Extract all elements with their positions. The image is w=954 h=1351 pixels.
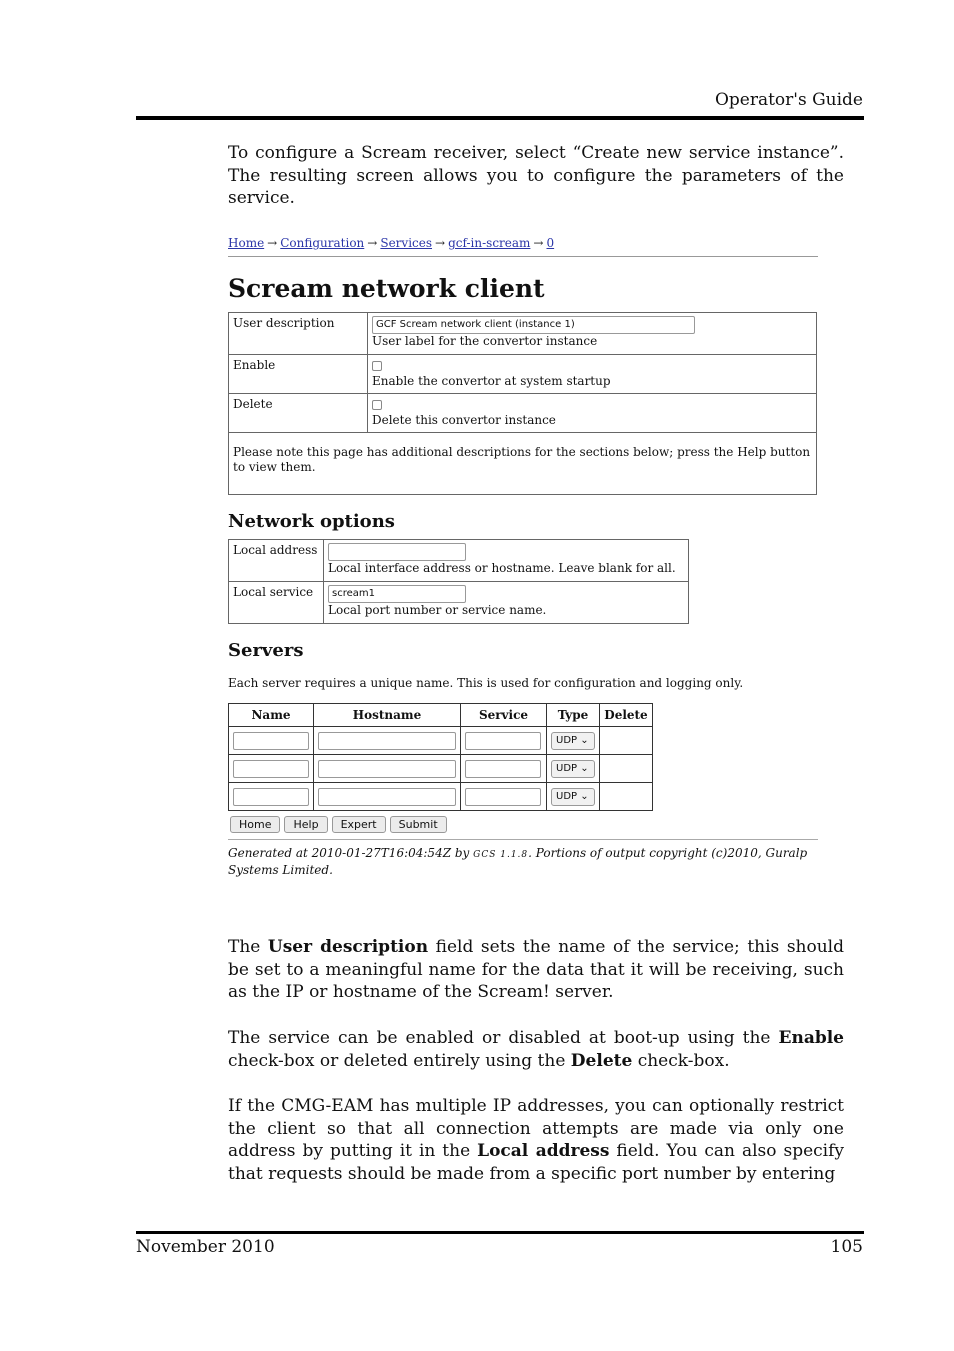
user-description-paragraph: [228, 936, 844, 1004]
enable-label: Enable: [229, 355, 368, 394]
expert-button[interactable]: Expert: [332, 816, 386, 833]
breadcrumb-services-link[interactable]: Services: [380, 236, 433, 250]
server-type-value: UDP: [556, 790, 578, 802]
enable-cell: [368, 355, 817, 394]
paragraph-text: The service can be enabled or disabled at boot-up using the: [228, 1028, 779, 1048]
running-header: Operator's Guide: [714, 90, 863, 110]
emphasis-user-description: User description: [267, 937, 429, 957]
table-row: [229, 727, 653, 755]
paragraph-text: The: [228, 937, 268, 957]
paragraph-text: check-box or deleted entirely using the: [228, 1050, 571, 1071]
column-header-service: Service: [461, 704, 547, 727]
server-type-select[interactable]: [551, 760, 595, 778]
generated-product: GCS 1.1.8: [473, 850, 529, 860]
embedded-screenshot: [228, 230, 818, 878]
paragraph-text: If the CMG-EAM has multiple IP addresses, you can optionally restrict the client so that all connection attempts are made via only one address by putting it in the: [228, 1096, 844, 1162]
delete-label: Delete: [229, 394, 368, 433]
servers-heading: Servers: [228, 640, 304, 661]
help-note: Please note this page has additional descriptions for the sections below; press the Help button to view them.: [229, 433, 817, 495]
local-address-paragraph: [228, 1095, 844, 1185]
user-description-help: User label for the convertor instance: [372, 334, 598, 348]
server-name-input[interactable]: [233, 760, 309, 778]
column-header-delete: Delete: [600, 704, 653, 727]
table-row: [229, 783, 653, 811]
server-service-input[interactable]: [465, 788, 541, 806]
breadcrumb-arrow-icon: →: [435, 236, 446, 250]
column-header-hostname: Hostname: [314, 704, 461, 727]
local-address-help: Local interface address or hostname. Leave blank for all.: [328, 561, 676, 575]
table-row: [229, 755, 653, 783]
generated-prefix: Generated at 2010-01-27T16:04:54Z by: [228, 846, 474, 860]
server-hostname-input[interactable]: [318, 788, 456, 806]
paragraph-text: check-box.: [632, 1050, 730, 1071]
local-address-label: Local address: [229, 540, 324, 582]
user-description-cell: [368, 313, 817, 355]
breadcrumb-service-link[interactable]: gcf-in-scream: [448, 236, 531, 250]
column-header-type: Type: [547, 704, 600, 727]
emphasis-enable: Enable: [778, 1028, 844, 1048]
user-description-label: User description: [229, 313, 368, 355]
chevron-down-icon: ⌄: [580, 734, 589, 746]
local-address-input[interactable]: [328, 543, 466, 561]
server-service-input[interactable]: [465, 732, 541, 750]
page-title: Scream network client: [228, 274, 545, 303]
help-button[interactable]: Help: [284, 816, 327, 833]
paragraph-text: field sets the name of the service; this should be set to a meaningful name for the data that it will be receiving, such as the IP or hostname of the Scream! server.: [228, 937, 844, 1003]
enable-checkbox[interactable]: [372, 361, 382, 371]
network-options-heading: Network options: [228, 511, 395, 532]
server-name-input[interactable]: [233, 732, 309, 750]
breadcrumb: [228, 230, 818, 257]
delete-cell: [368, 394, 817, 433]
server-delete-cell: [600, 755, 653, 783]
server-delete-cell: [600, 727, 653, 755]
delete-help: Delete this convertor instance: [372, 413, 556, 427]
user-description-input[interactable]: GCF Scream network client (instance 1): [372, 316, 695, 334]
home-button[interactable]: Home: [230, 816, 280, 833]
breadcrumb-arrow-icon: →: [267, 236, 278, 250]
server-type-value: UDP: [556, 734, 578, 746]
server-hostname-input[interactable]: [318, 760, 456, 778]
local-service-cell: [324, 582, 689, 624]
footer-date: November 2010: [136, 1237, 275, 1257]
server-delete-cell: [600, 783, 653, 811]
generated-footer: [228, 839, 818, 878]
main-settings-table: [228, 312, 817, 495]
breadcrumb-home-link[interactable]: Home: [228, 236, 265, 250]
local-service-help: Local port number or service name.: [328, 603, 547, 617]
column-header-name: Name: [229, 704, 314, 727]
generated-suffix: . Portions of output copyright (c)2010, Guralp Systems Limited.: [228, 846, 808, 877]
server-type-select[interactable]: [551, 732, 595, 750]
delete-checkbox[interactable]: [372, 400, 382, 410]
network-options-table: [228, 539, 689, 624]
servers-table: [228, 703, 653, 811]
breadcrumb-arrow-icon: →: [533, 236, 544, 250]
breadcrumb-instance-link[interactable]: 0: [546, 236, 555, 250]
server-service-input[interactable]: [465, 760, 541, 778]
local-address-cell: [324, 540, 689, 582]
chevron-down-icon: ⌄: [580, 790, 589, 802]
server-name-input[interactable]: [233, 788, 309, 806]
enable-help: Enable the convertor at system startup: [372, 374, 611, 388]
server-type-select[interactable]: [551, 788, 595, 806]
server-type-value: UDP: [556, 762, 578, 774]
emphasis-local-address: Local address: [477, 1141, 610, 1162]
breadcrumb-arrow-icon: →: [367, 236, 378, 250]
paragraph-text: field. You can also specify that requests should be made from a specific port number by entering: [228, 1141, 844, 1184]
button-row: [228, 813, 818, 831]
header-rule: [136, 116, 864, 120]
breadcrumb-configuration-link[interactable]: Configuration: [280, 236, 365, 250]
servers-description: Each server requires a unique name. This is used for configuration and logging only.: [228, 676, 744, 690]
emphasis-delete: Delete: [570, 1050, 633, 1071]
enable-delete-paragraph: [228, 1027, 844, 1072]
footer-rule: [136, 1231, 864, 1234]
intro-paragraph: To configure a Scream receiver, select “Create new service instance”. The resulting screen allows you to configure the parameters of the service.: [228, 143, 844, 209]
submit-button[interactable]: Submit: [390, 816, 447, 833]
page-number: 105: [830, 1237, 863, 1257]
chevron-down-icon: ⌄: [580, 762, 589, 774]
server-hostname-input[interactable]: [318, 732, 456, 750]
local-service-input[interactable]: scream1: [328, 585, 466, 603]
local-service-label: Local service: [229, 582, 324, 624]
